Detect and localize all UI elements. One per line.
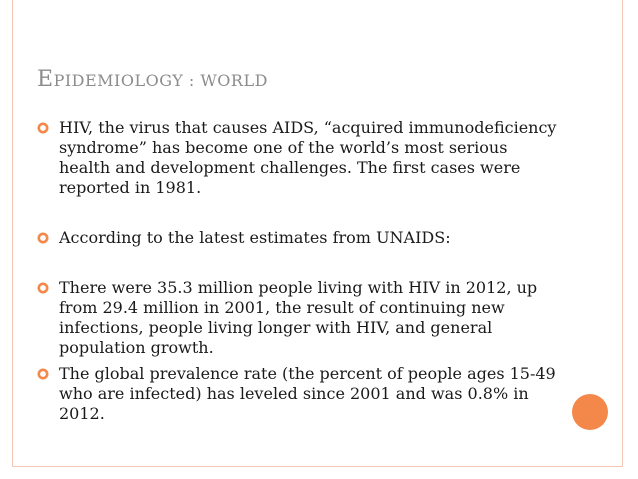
accent-circle <box>572 394 608 430</box>
title-rest: PIDEMIOLOGY : WORLD <box>53 71 268 90</box>
slide-title <box>37 66 268 95</box>
bullet-text: The global prevalence rate (the percent of people ages 15-49 who are infected) has leveled since 2001 and was 0.8% in 2012. <box>59 364 556 423</box>
bullet-marker-icon <box>37 122 49 134</box>
bullet-marker-icon <box>37 368 49 380</box>
bullet-marker-icon <box>37 232 49 244</box>
bullet-list <box>37 118 557 424</box>
bullet-text: HIV, the virus that causes AIDS, “acquired immunodeficiency syndrome” has become one of the world’s most serious health and development challenges. The first cases were reported in 1981. <box>59 118 557 197</box>
title-initial: E <box>37 67 54 92</box>
bullet-marker-icon <box>37 282 49 294</box>
bullet-item <box>37 278 557 358</box>
bullet-text: There were 35.3 million people living with HIV in 2012, up from 29.4 million in 2001, the result of continuing new infections, people living longer with HIV, and general population growth. <box>59 278 538 357</box>
bullet-text: According to the latest estimates from UNAIDS: <box>59 228 451 247</box>
bullet-item <box>37 364 557 424</box>
bullet-item <box>37 118 557 198</box>
bullet-item <box>37 228 557 248</box>
